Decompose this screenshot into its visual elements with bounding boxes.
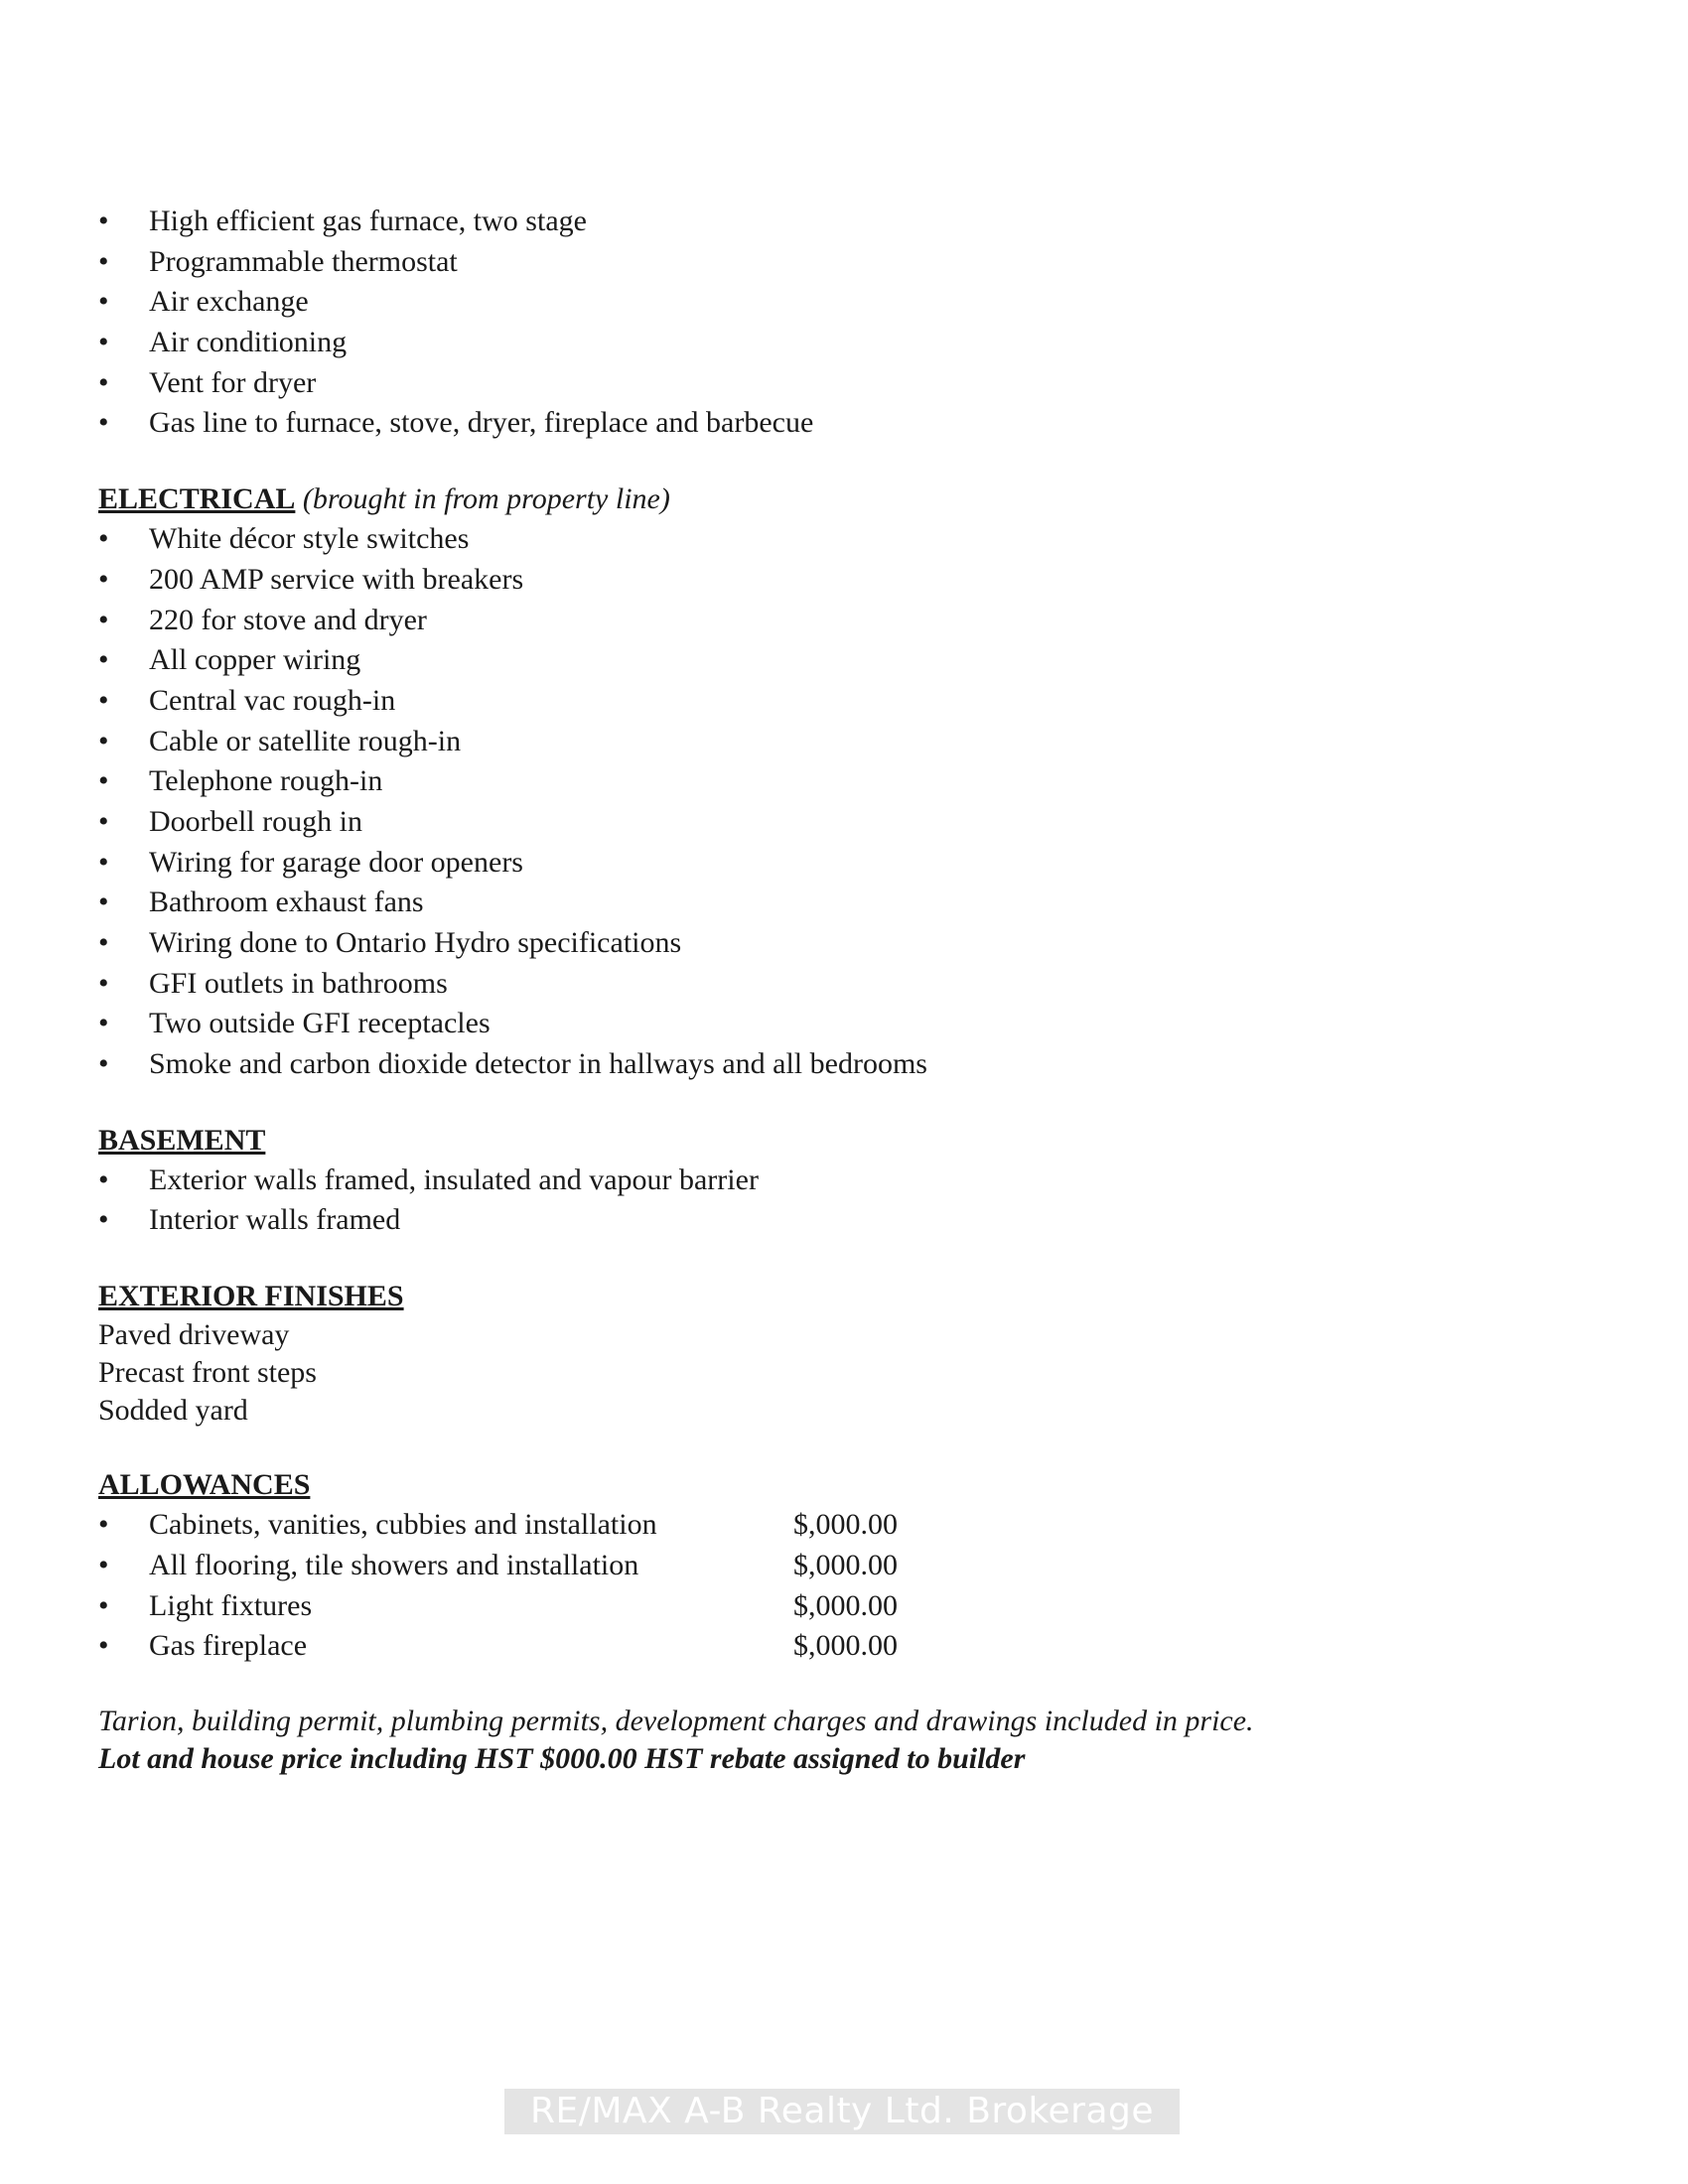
section-title: EXTERIOR FINISHES (98, 1280, 404, 1313)
list-item: • Central vac rough-in (98, 681, 1538, 722)
list-item: • Programmable thermostat (98, 242, 1538, 283)
allowance-item (98, 1586, 1538, 1627)
list-item: • 220 for stove and dryer (98, 601, 1538, 641)
included-note: Tarion, building permit, plumbing permits, development charges and drawings included in price. (98, 1704, 1254, 1737)
allowance-label: All flooring, tile showers and installation (149, 1548, 639, 1581)
exterior-heading (98, 1277, 1538, 1316)
section-title: ELECTRICAL (98, 482, 296, 516)
list-item: • Doorbell rough in (98, 802, 1538, 843)
list-item: • High efficient gas furnace, two stage (98, 202, 1538, 242)
list-item: • Cable or satellite rough-in (98, 722, 1538, 762)
exterior-line: Paved driveway (98, 1318, 290, 1352)
allowance-label: Gas fireplace (149, 1629, 308, 1663)
allowance-amount: $,000.00 (793, 1548, 898, 1581)
list-item: • GFI outlets in bathrooms (98, 964, 1538, 1005)
list-item: • Gas line to furnace, stove, dryer, fireplace and barbecue (98, 403, 1538, 444)
section-title: ALLOWANCES (98, 1468, 311, 1502)
list-item: • Two outside GFI receptacles (98, 1004, 1538, 1044)
list-item: • Wiring for garage door openers (98, 843, 1538, 884)
allowance-amount: $,000.00 (793, 1629, 898, 1663)
allowance-item (98, 1546, 1538, 1586)
electrical-section (98, 479, 1538, 1085)
list-item: • Air conditioning (98, 323, 1538, 363)
electrical-list (98, 519, 1538, 1085)
exterior-section (98, 1277, 1538, 1430)
list-item: • Bathroom exhaust fans (98, 883, 1538, 923)
section-note: (brought in from property line) (302, 482, 670, 516)
electrical-heading (98, 479, 1538, 519)
allowances-list (98, 1505, 1538, 1667)
list-item: • Smoke and carbon dioxide detector in hallways and all bedrooms (98, 1044, 1538, 1085)
list-item: • Telephone rough-in (98, 761, 1538, 802)
exterior-line: Sodded yard (98, 1394, 248, 1428)
allowance-item (98, 1505, 1538, 1546)
list-item: • All copper wiring (98, 640, 1538, 681)
exterior-line: Precast front steps (98, 1356, 317, 1390)
brokerage-watermark: RE/MAX A-B Realty Ltd. Brokerage (504, 2089, 1180, 2134)
list-item: • 200 AMP service with breakers (98, 560, 1538, 601)
section-title: BASEMENT (98, 1123, 266, 1157)
spec-content (98, 202, 1538, 1778)
list-item: • Wiring done to Ontario Hydro specifications (98, 923, 1538, 964)
allowances-section (98, 1465, 1538, 1667)
basement-heading (98, 1121, 1538, 1160)
price-notes (98, 1703, 1538, 1778)
allowance-amount: $,000.00 (793, 1508, 898, 1542)
allowance-label: Light fixtures (149, 1588, 313, 1622)
basement-section (98, 1121, 1538, 1241)
allowance-amount: $,000.00 (793, 1588, 898, 1622)
heating-list (98, 202, 1538, 444)
allowances-heading (98, 1465, 1538, 1505)
list-item: • Exterior walls framed, insulated and vapour barrier (98, 1160, 1538, 1201)
price-note: Lot and house price including HST $000.00 HST rebate assigned to builder (98, 1741, 1026, 1775)
allowance-label: Cabinets, vanities, cubbies and installation (149, 1508, 657, 1542)
list-item: • Vent for dryer (98, 363, 1538, 404)
allowance-item (98, 1626, 1538, 1667)
list-item: • Air exchange (98, 282, 1538, 323)
basement-list (98, 1160, 1538, 1241)
list-item: • White décor style switches (98, 519, 1538, 560)
list-item: • Interior walls framed (98, 1200, 1538, 1241)
